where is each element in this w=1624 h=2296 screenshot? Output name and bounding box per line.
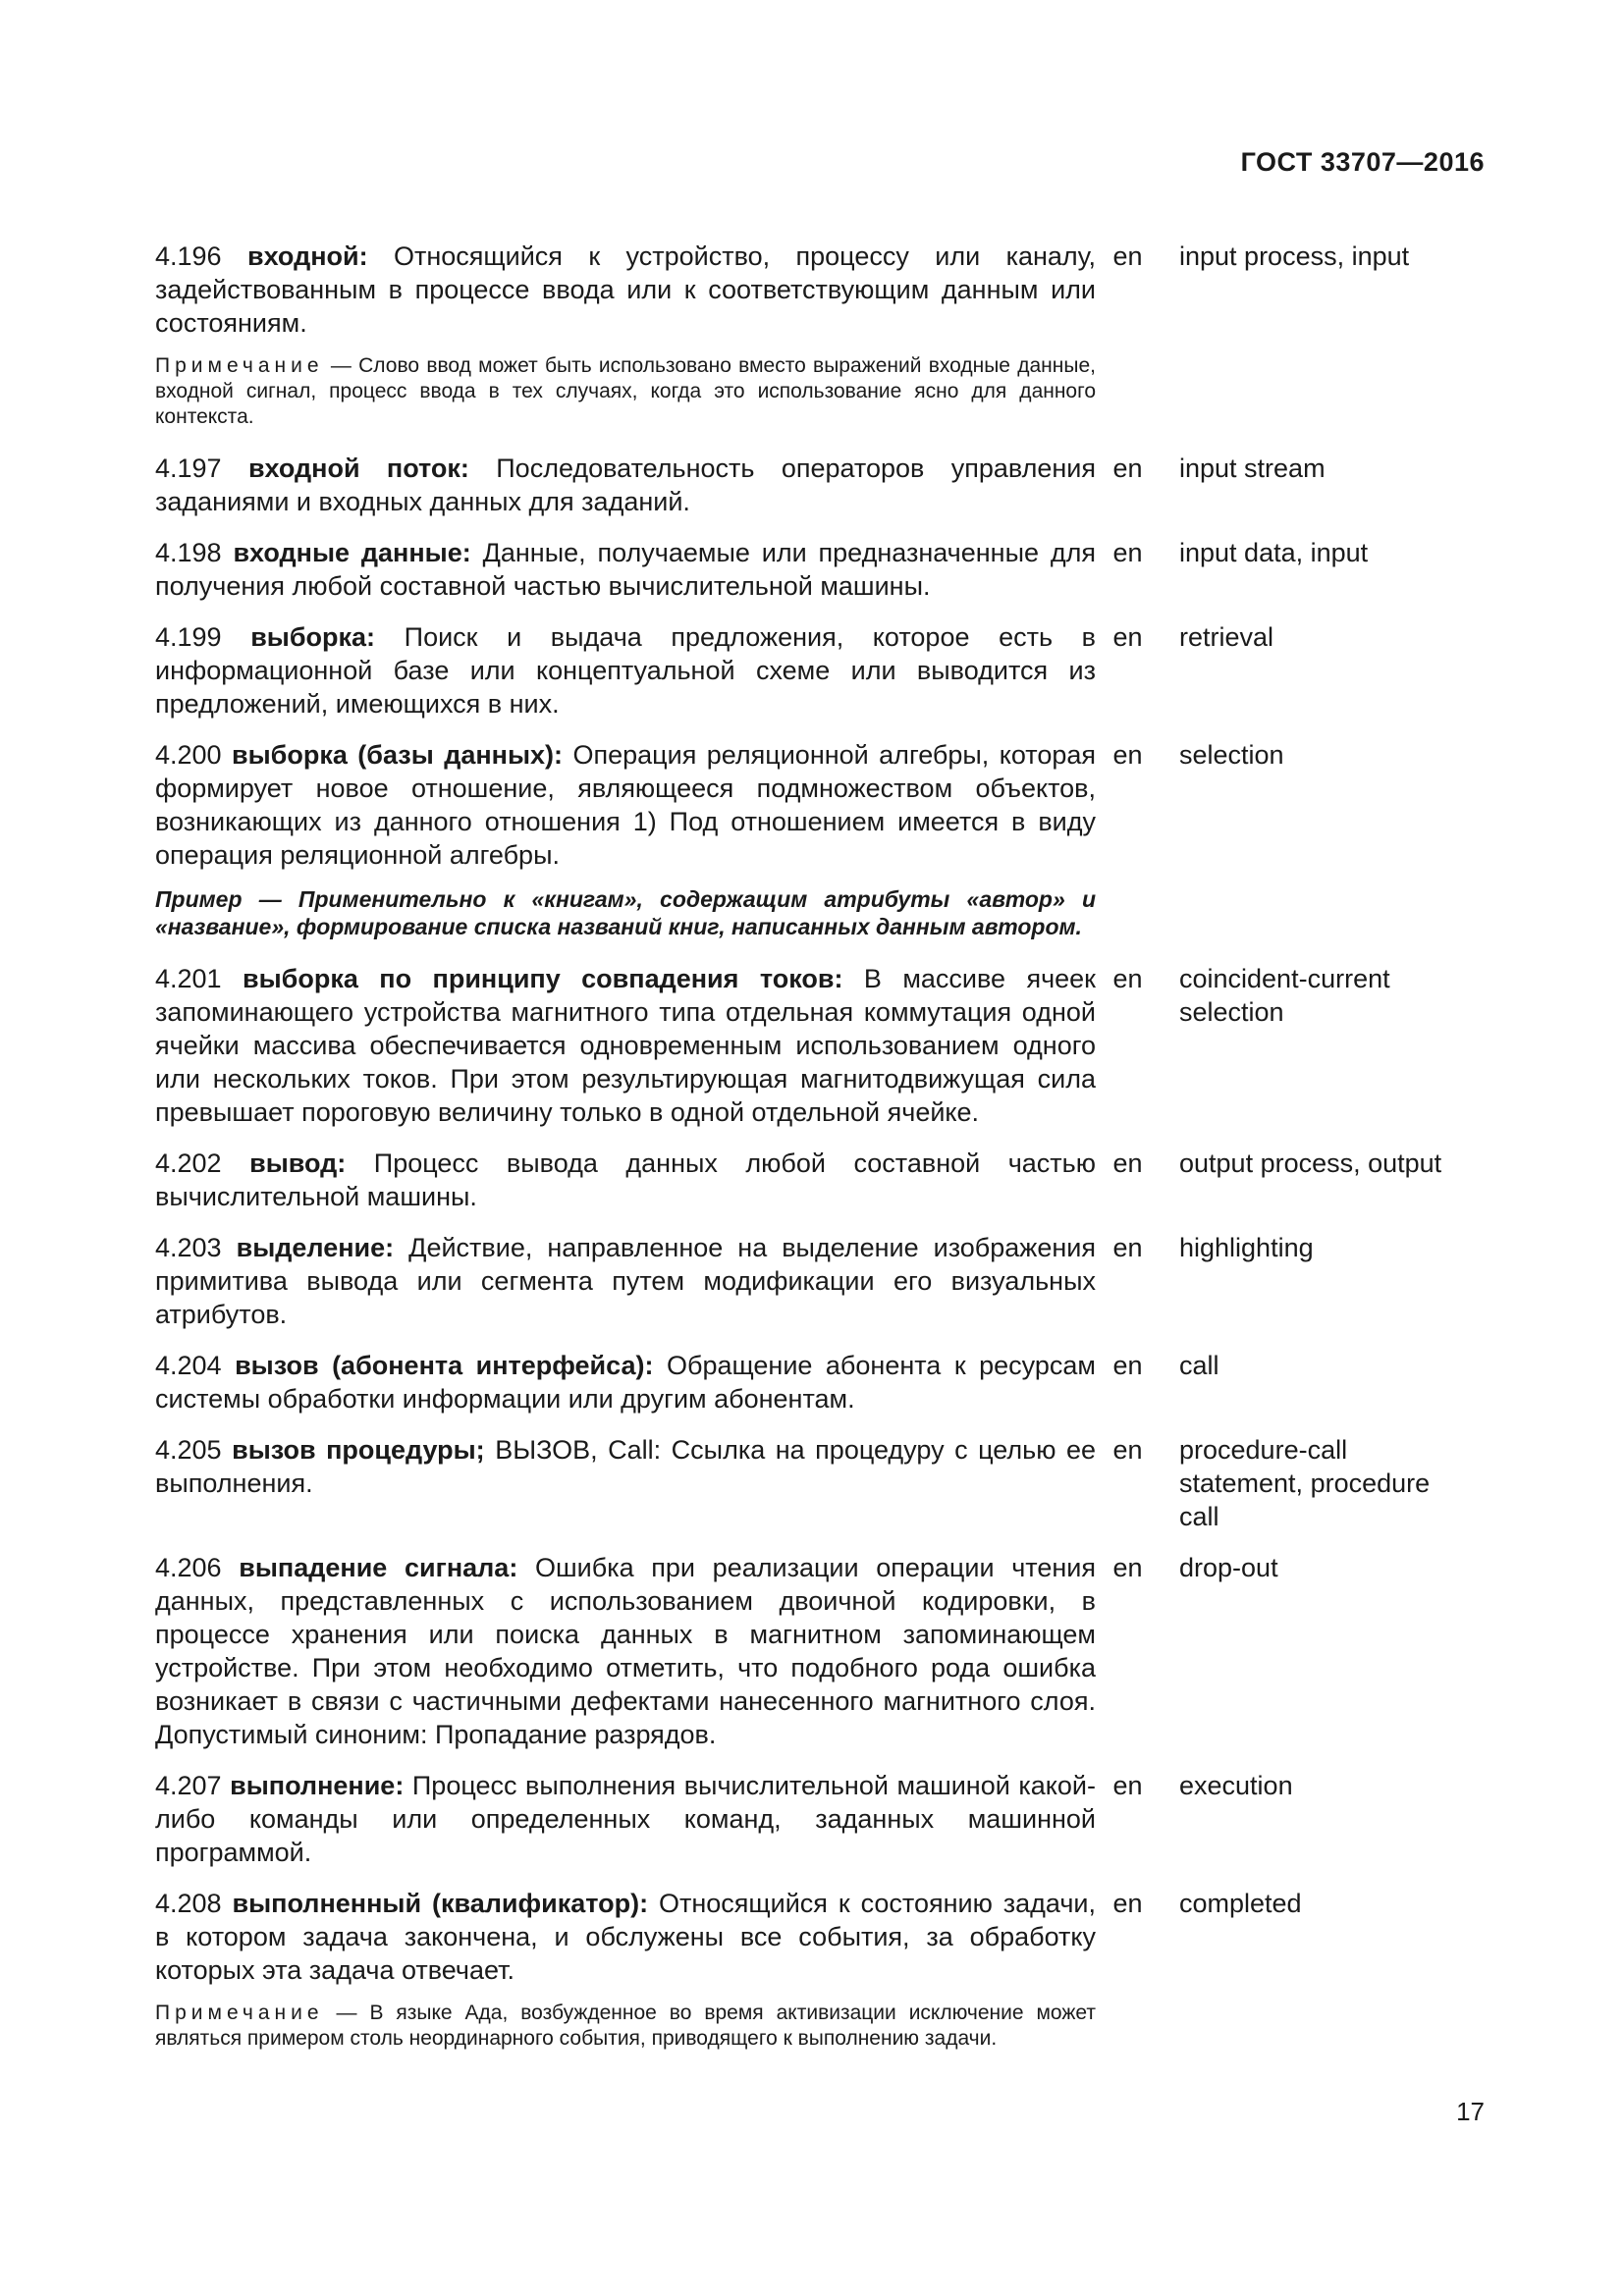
term-entry: [155, 1231, 1490, 1331]
term-word: выборка:: [250, 622, 376, 652]
term-entry: [155, 1433, 1490, 1533]
note-label: Примечание: [155, 354, 324, 377]
language-code: en: [1112, 1553, 1143, 1582]
page-number: 17: [1456, 2097, 1485, 2126]
term-entry: [155, 1147, 1490, 1213]
term-definition: [155, 240, 1096, 340]
term-entry: [155, 452, 1490, 518]
term-word: входные данные:: [233, 538, 471, 567]
term-entry: [155, 962, 1490, 1129]
definition-text: Данные, получаемые или предназначенные для получения любой составной частью вычислительной машины.: [155, 538, 1096, 601]
english-equivalent: retrieval: [1179, 622, 1274, 652]
english-equivalent: input process, input: [1179, 241, 1410, 271]
term-number: 4.200: [155, 740, 222, 770]
note-text: — В языке Ада, возбужденное во время активизации исключение может являться примером столь неординарного события, приводящего к выполнению задачи.: [155, 2002, 1096, 2050]
standard-header: ГОСТ 33707—2016: [1240, 147, 1485, 177]
terms-list: [155, 240, 1490, 2073]
term-number: 4.199: [155, 622, 222, 652]
definition-text: Обращение абонента к ресурсам системы обработки информации или другим абонентам.: [155, 1351, 1096, 1414]
term-entry: [155, 1551, 1490, 1751]
term-number: 4.203: [155, 1233, 222, 1262]
term-entry: [155, 240, 1490, 340]
english-equivalent: procedure-call statement, procedure call: [1179, 1435, 1431, 1531]
term-definition: [155, 738, 1096, 872]
term-entry: [155, 536, 1490, 603]
definition-text: Относящийся к устройство, процессу или каналу, задействованным в процессе ввода или к соответствующим данным или состояниям.: [155, 241, 1096, 338]
term-entry: [155, 1349, 1490, 1415]
language-code: en: [1112, 1889, 1143, 1918]
term-number: 4.196: [155, 241, 222, 271]
english-equivalent: call: [1179, 1351, 1219, 1380]
term-word: входной:: [246, 241, 368, 271]
term-number: 4.197: [155, 454, 222, 483]
english-equivalent: completed: [1179, 1889, 1302, 1918]
term-note: [155, 2001, 1096, 2052]
term-word: выборка (базы данных):: [232, 740, 564, 770]
definition-text: Процесс выполнения вычислительной машиной какой-либо команды или определенных команд, заданных машинной программой.: [155, 1771, 1096, 1867]
term-definition: [155, 1349, 1096, 1415]
term-number: 4.201: [155, 964, 222, 993]
language-code: en: [1112, 454, 1143, 483]
definition-text: Процесс вывода данных любой составной частью вычислительной машины.: [155, 1148, 1096, 1211]
term-definition: [155, 1231, 1096, 1331]
term-number: 4.198: [155, 538, 222, 567]
language-code: en: [1112, 1233, 1143, 1262]
definition-text: ВЫЗОВ, Call: Ссылка на процедуру с целью ее выполнения.: [155, 1435, 1096, 1498]
term-example: Пример — Применительно к «книгам», содержащим атрибуты «автор» и «название», формирование списка названий книг, написанных данным автором.: [155, 886, 1096, 939]
term-word: выборка по принципу совпадения токов:: [243, 964, 843, 993]
english-equivalent: input data, input: [1179, 538, 1369, 567]
note-label: Примечание: [155, 2002, 324, 2024]
term-entry: [155, 1769, 1490, 1869]
language-code: en: [1112, 622, 1143, 652]
term-definition: [155, 1551, 1096, 1751]
term-note: [155, 353, 1096, 430]
english-equivalent: input stream: [1179, 454, 1326, 483]
definition-text: Ошибка при реализации операции чтения данных, представленных с использованием двоичной кодировки, в процессе хранения или поиска данных в магнитном запоминающем устройстве. При этом необходимо отметить, что подобного рода ошибка возникает в связи с частичными дефектами нанесенного магнитного слоя. Допустимый синоним: Пропадание разрядов.: [155, 1553, 1096, 1749]
term-entry: [155, 620, 1490, 721]
english-equivalent: selection: [1179, 740, 1284, 770]
english-equivalent: output process, output: [1179, 1148, 1442, 1178]
definition-text: Последовательность операторов управления заданиями и входных данных для заданий.: [155, 454, 1096, 516]
english-equivalent: drop-out: [1179, 1553, 1278, 1582]
english-equivalent: highlighting: [1179, 1233, 1314, 1262]
term-word: вызов (абонента интерфейса):: [235, 1351, 654, 1380]
definition-text: Поиск и выдача предложения, которое есть в информационной базе или концептуальной схеме или выводится из предложений, имеющихся в них.: [155, 622, 1096, 719]
definition-text: Операция реляционной алгебры, которая формирует новое отношение, являющееся подмножеством объектов, возникающих из данного отношения 1) Под отношением имеется в виду операция реляционной алгебры.: [155, 740, 1096, 870]
term-entry: [155, 1887, 1490, 1987]
language-code: en: [1112, 740, 1143, 770]
language-code: en: [1112, 538, 1143, 567]
term-number: 4.204: [155, 1351, 222, 1380]
definition-text: Относящийся к состоянию задачи, в котором задача закончена, и обслужены все события, за обработку которых эта задача отвечает.: [155, 1889, 1096, 1985]
term-number: 4.205: [155, 1435, 222, 1465]
term-number: 4.208: [155, 1889, 222, 1918]
term-word: выделение:: [236, 1233, 395, 1262]
language-code: en: [1112, 964, 1143, 993]
english-equivalent: coincident-current selection: [1179, 964, 1390, 1027]
language-code: en: [1112, 1771, 1143, 1800]
term-entry: [155, 738, 1490, 872]
term-number: 4.207: [155, 1771, 222, 1800]
definition-text: Действие, направленное на выделение изображения примитива вывода или сегмента путем модификации его визуальных атрибутов.: [155, 1233, 1096, 1329]
term-word: входной поток:: [247, 454, 469, 483]
definition-text: В массиве ячеек запоминающего устройства магнитного типа отдельная коммутация одной ячейки массива обеспечивается одновременным использованием одного или нескольких токов. При этом результирующая магнитодвижущая сила превышает пороговую величину только в одной отдельной ячейке.: [155, 964, 1096, 1127]
term-word: выполненный (квалификатор):: [232, 1889, 649, 1918]
term-number: 4.206: [155, 1553, 222, 1582]
term-word: вывод:: [249, 1148, 347, 1178]
english-equivalent: execution: [1179, 1771, 1293, 1800]
language-code: en: [1112, 241, 1143, 271]
term-definition: [155, 1433, 1096, 1500]
term-word: выпадение сигнала:: [239, 1553, 518, 1582]
term-definition: [155, 962, 1096, 1129]
term-definition: [155, 1769, 1096, 1869]
term-definition: [155, 452, 1096, 518]
note-text: — Слово ввод может быть использовано вместо выражений входные данные, входной сигнал, процесс ввода в тех случаях, когда это использование ясно для данного контекста.: [155, 354, 1096, 428]
term-number: 4.202: [155, 1148, 222, 1178]
term-word: вызов процедуры;: [232, 1435, 485, 1465]
language-code: en: [1112, 1148, 1143, 1178]
term-definition: [155, 620, 1096, 721]
language-code: en: [1112, 1435, 1143, 1465]
language-code: en: [1112, 1351, 1143, 1380]
term-word: выполнение:: [230, 1771, 405, 1800]
term-definition: [155, 1887, 1096, 1987]
term-definition: [155, 1147, 1096, 1213]
term-definition: [155, 536, 1096, 603]
